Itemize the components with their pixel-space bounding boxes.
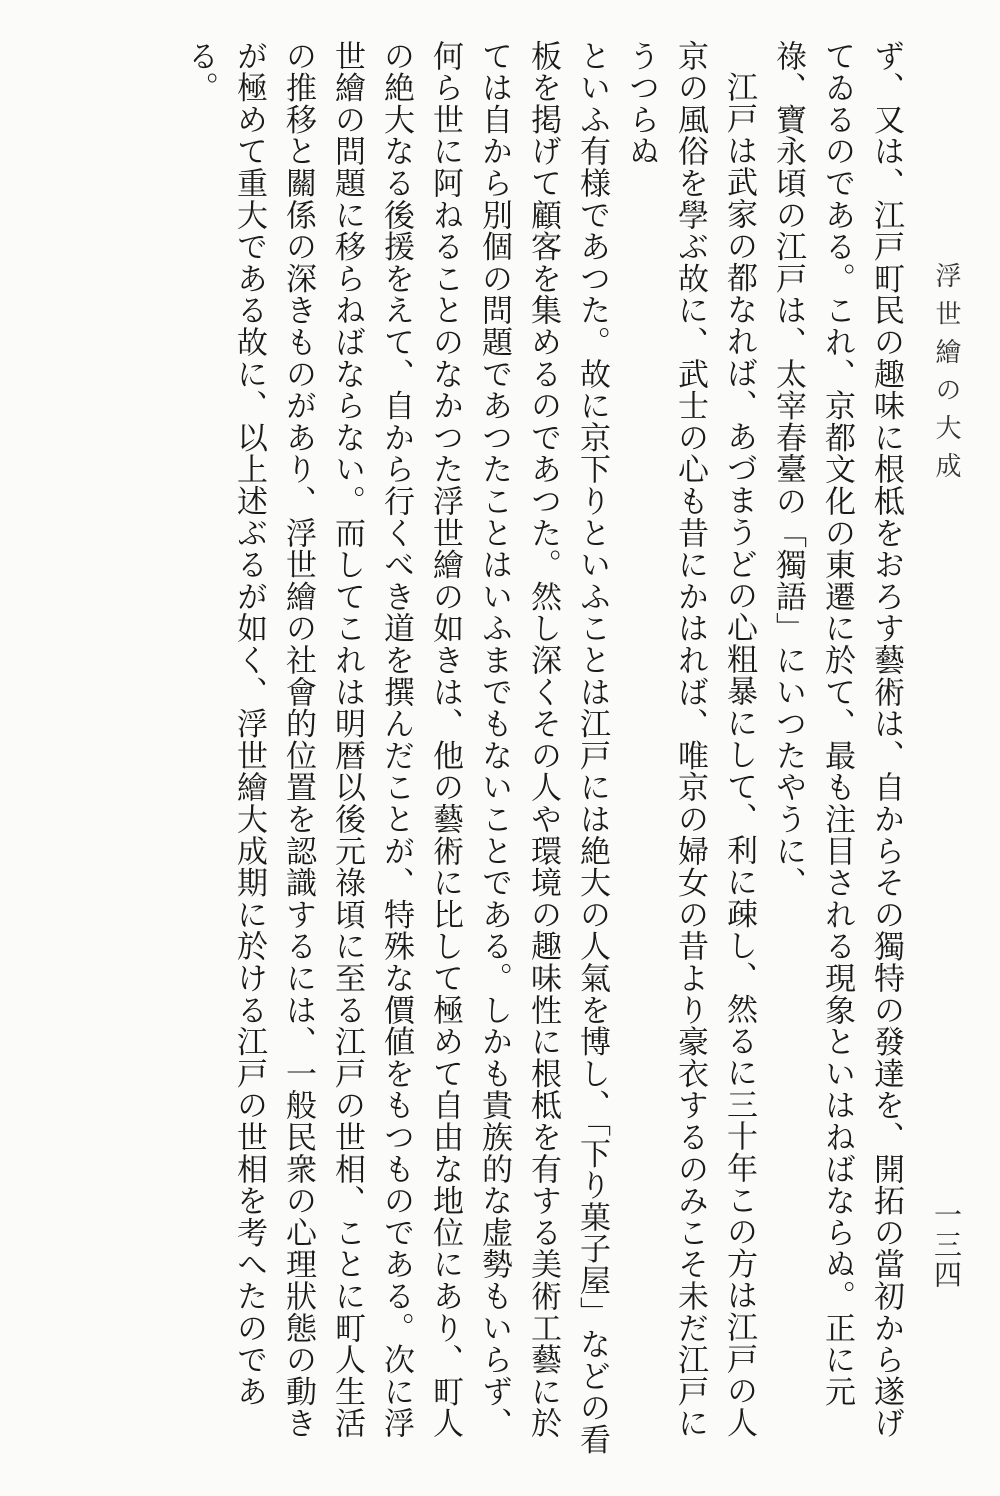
running-head-title: 浮世繪の大成 xyxy=(931,262,961,490)
page-number: 一三四 xyxy=(930,1200,963,1290)
quoted-passage: 江戸は武家の都なれば、あづまうどの心粗暴にして、利に疎し、然るに三十年この方は江戸の人京の風俗を學ぶ故に、武士の心も昔にかはれば、唯京の婦女の昔より豪衣するのみこそ未だ江戸にうつらぬ xyxy=(623,40,757,1440)
paragraph-3: といふ有様であつた。故に京下りといふことは江戸には絶大の人氣を博し、「下り菓子屋」などの看板を掲げて顧客を集めるのであつた。然し深くその人や環境の趣味性に根柢を有する美術工藝に於ては自から別個の問題であつたことはいふまでもないことである。しかも貴族的な虚勢もいらず、何ら世に阿ねることのなかつた浮世繪の如きは、他の藝術に比して極めて自由な地位にあり、町人の絶大なる後援をえて、自から行くべき道を撰んだことが、特殊な價値をもつものである。次に浮世繪の問題に移らねばならない。而してこれは明暦以後元祿頃に至る江戸の世相、ことに町人生活の推移と關係の深きものがあり、浮世繪の社會的位置を認識するには、一般民衆の心理狀態の動きが極めて重大である故に、以上述ぶるが如く、浮世繪大成期に於ける江戸の世相を考へたのである。 xyxy=(182,40,610,1456)
body-text xyxy=(182,40,910,1470)
paragraph-1: ず、又は、江戸町民の趣味に根柢をおろす藝術は、自からその獨特の發達を、開拓の當初から遂げてゐるのである。これ、京都文化の東遷に於て、最も注目される現象といはねばならぬ。正に元祿、寶永頃の江戸は、太宰春臺の「獨語」にいつたやうに、 xyxy=(770,40,904,1440)
